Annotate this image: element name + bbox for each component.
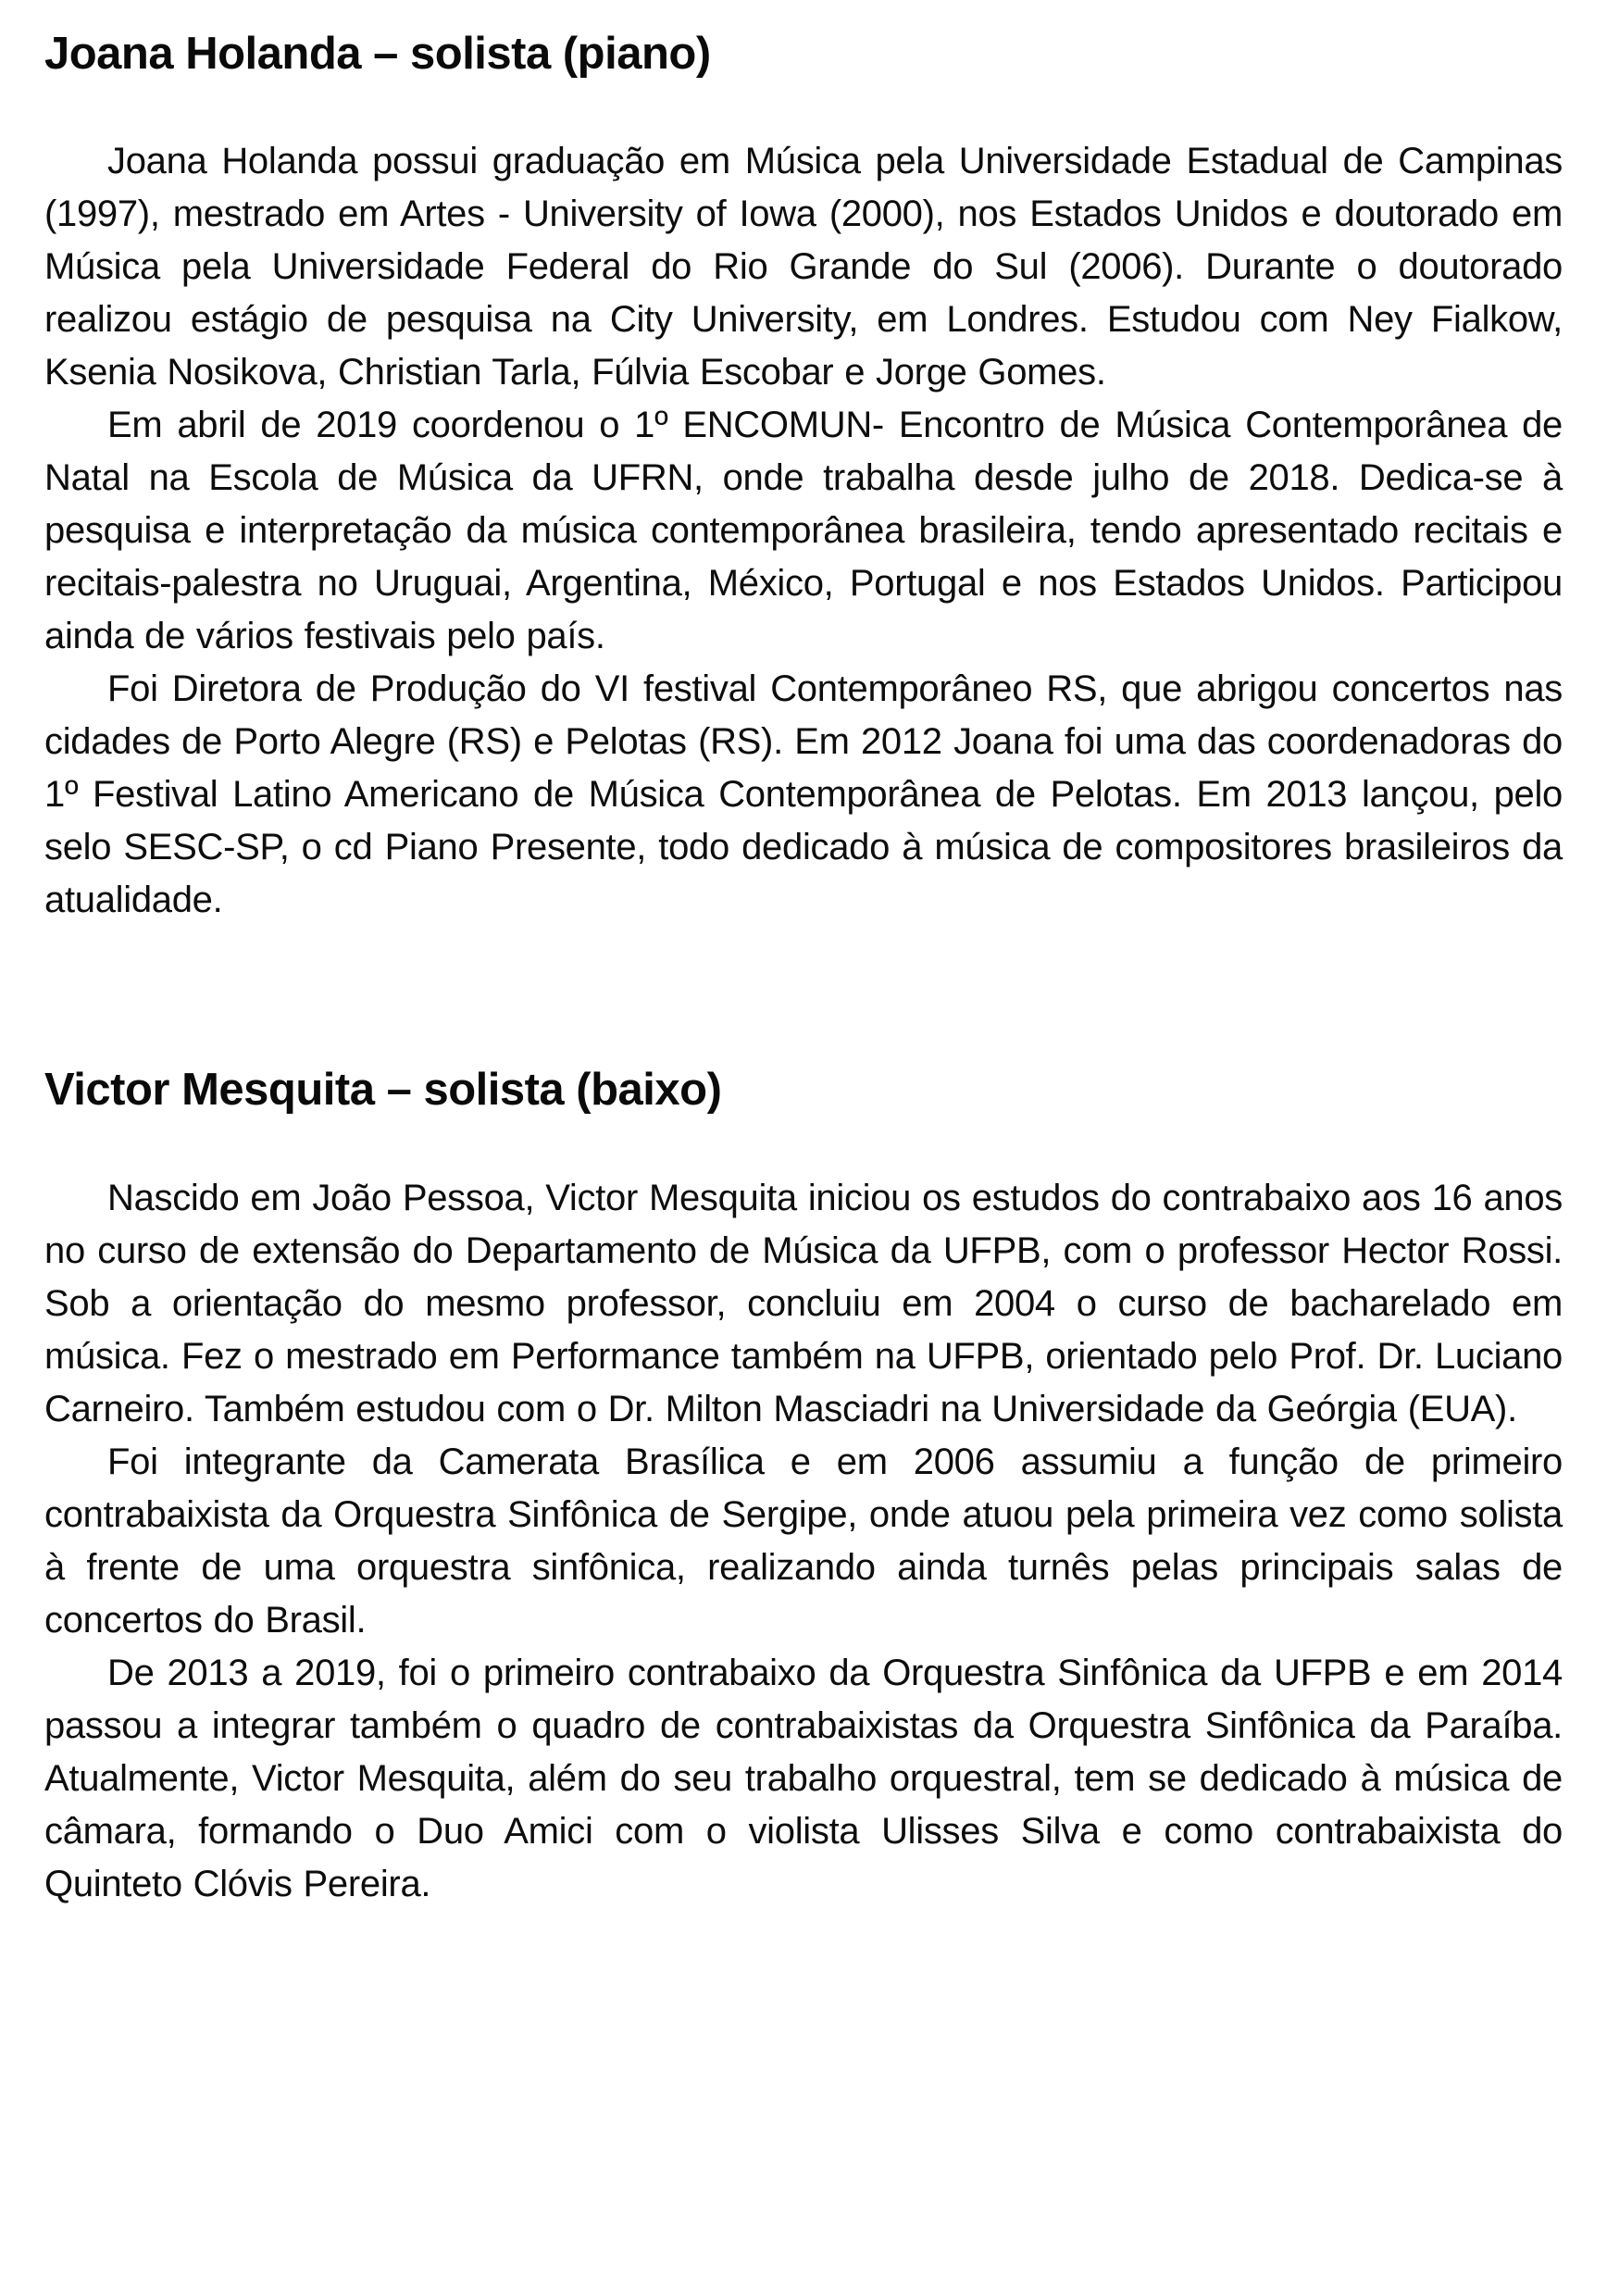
victor-paragraph-1: Nascido em João Pessoa, Victor Mesquita iniciou os estudos do contrabaixo aos 16 anos no curso de extensão do Departamento de Música da UFPB, com o professor Hector Rossi. Sob a orientação do mesmo professor, concluiu em 2004 o curso de bacharelado em música. Fez o mestrado em Performance também na UFPB, orientado pelo Prof. Dr. Luciano Carneiro. Também estudou com o Dr. Milton Masciadri na Universidade da Geórgia (EUA).	[44, 1177, 1563, 1429]
joana-paragraph-2: Em abril de 2019 coordenou o 1º ENCOMUN- Encontro de Música Contemporânea de Natal na Escola de Música da UFRN, onde trabalha desde julho de 2018. Dedica-se à pesquisa e interpretação da música contemporânea brasileira, tendo apresentado recitais e recitais-palestra no Uruguai, Argentina, México, Portugal e nos Estados Unidos. Participou ainda de vários festivais pelo país.	[44, 405, 1563, 657]
section-victor-mesquita	[44, 1064, 1563, 1910]
joana-paragraph-3: Foi Diretora de Produção do VI festival Contemporâneo RS, que abrigou concertos nas cidades de Porto Alegre (RS) e Pelotas (RS). Em 2012 Joana foi uma das coordenadoras do 1º Festival Latino Americano de Música Contemporânea de Pelotas. Em 2013 lançou, pelo selo SESC-SP, o cd Piano Presente, todo dedicado à música de compositores brasileiros da atualidade.	[44, 668, 1563, 921]
joana-paragraph-1: Joana Holanda possui graduação em Música pela Universidade Estadual de Campinas (1997), mestrado em Artes - University of Iowa (2000), nos Estados Unidos e doutorado em Música pela Universidade Federal do Rio Grande do Sul (2006). Durante o doutorado realizou estágio de pesquisa na City University, em Londres. Estudou com Ney Fialkow, Ksenia Nosikova, Christian Tarla, Fúlvia Escobar e Jorge Gomes.	[44, 141, 1563, 393]
heading-joana-holanda: Joana Holanda – solista (piano)	[44, 29, 711, 79]
victor-paragraph-3: De 2013 a 2019, foi o primeiro contrabaixo da Orquestra Sinfônica da UFPB e em 2014 passou a integrar também o quadro de contrabaixistas da Orquestra Sinfônica da Paraíba. Atualmente, Victor Mesquita, além do seu trabalho orquestral, tem se dedicado à música de câmara, formando o Duo Amici com o violista Ulisses Silva e como contrabaixista do Quinteto Clóvis Pereira.	[44, 1652, 1563, 1904]
victor-paragraph-2: Foi integrante da Camerata Brasílica e em 2006 assumiu a função de primeiro contrabaixista da Orquestra Sinfônica de Sergipe, onde atuou pela primeira vez como solista à frente de uma orquestra sinfônica, realizando ainda turnês pelas principais salas de concertos do Brasil.	[44, 1441, 1563, 1641]
section-joana-holanda	[44, 28, 1563, 927]
heading-victor-mesquita: Victor Mesquita – solista (baixo)	[44, 1065, 722, 1116]
